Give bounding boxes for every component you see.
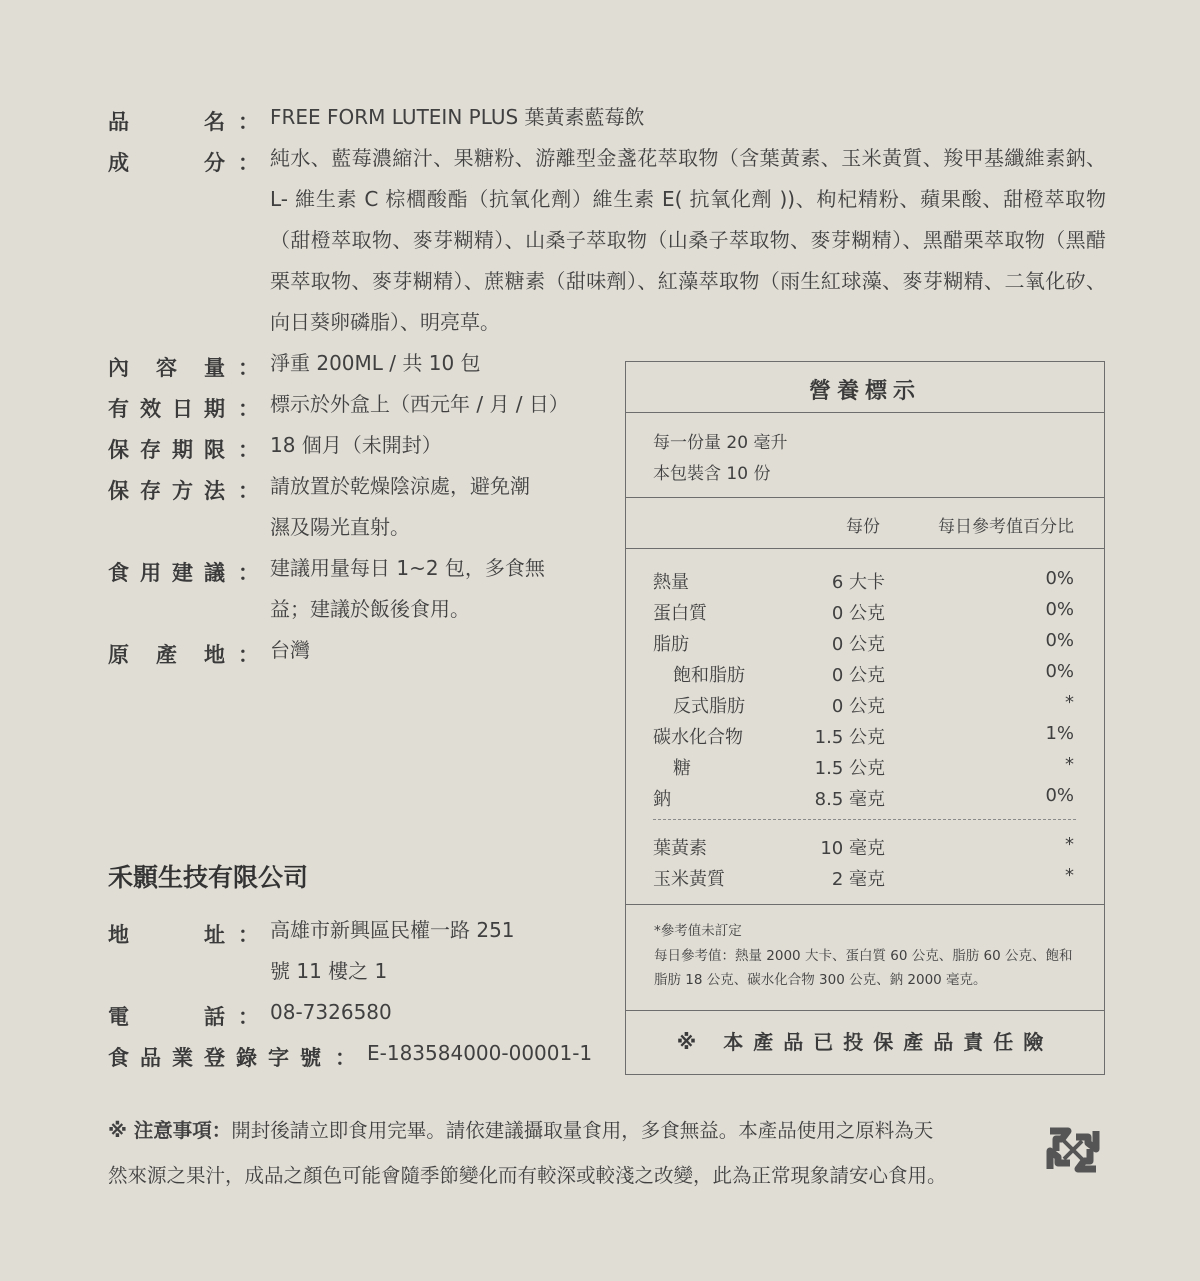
nutrient-row: [626, 599, 1104, 630]
nutrient-name: 碳水化合物: [653, 727, 743, 748]
colon: ：: [238, 397, 259, 421]
nutrient-row: [626, 834, 1104, 865]
nutrient-row: [626, 785, 1104, 816]
storage-line-1: 請放置於乾燥陰涼處，避免潮: [270, 474, 530, 498]
origin-value: 台灣: [270, 638, 310, 662]
nutrient-amount: 8.5 毫克: [814, 789, 885, 810]
divider: [626, 904, 1104, 905]
nutrient-amount: 0 公克: [831, 603, 885, 624]
nutrient-dv: 1%: [1045, 723, 1074, 744]
colon: ：: [238, 356, 259, 380]
notice-text-2: 然來源之果汁，成品之顏色可能會隨季節變化而有較深或較淺之改變，此為正常現象請安心食用。: [108, 1164, 947, 1187]
nutrient-name: 葉黃素: [653, 838, 707, 859]
colon: ：: [335, 1046, 356, 1070]
servings-per-pack: 本包裝含 10 份: [653, 464, 771, 484]
nutrient-name: 蛋白質: [653, 603, 707, 624]
notice-line-1: [108, 1115, 933, 1143]
nutrient-amount: 1.5 公克: [814, 758, 885, 779]
colon: ：: [238, 110, 259, 134]
nutrient-dv: 0%: [1045, 599, 1074, 620]
nutrient-name: 反式脂肪: [673, 696, 745, 717]
nutrition-facts-box: [625, 361, 1105, 1075]
nutrient-dv: 0%: [1045, 661, 1074, 682]
nutrient-name: 玉米黃質: [653, 869, 725, 890]
notice-heading: 注意事項：: [133, 1119, 232, 1142]
serving-size: 每一份量 20 毫升: [653, 433, 788, 453]
phone-value: 08-7326580: [270, 1000, 392, 1024]
nutrient-dv: *: [1065, 692, 1074, 713]
nutrient-dv: 0%: [1045, 785, 1074, 806]
nutrient-dv: *: [1065, 754, 1074, 775]
nutrient-row: [626, 568, 1104, 599]
nutrient-dv: *: [1065, 865, 1074, 886]
address-line-2: 號 11 樓之 1: [270, 959, 388, 983]
colon: ：: [238, 479, 259, 503]
usage-line-2: 益；建議於飯後食用。: [270, 597, 470, 621]
storage-line-2: 濕及陽光直射。: [270, 515, 410, 539]
usage-line-1: 建議用量每日 1~2 包，多食無: [270, 556, 545, 580]
nutrient-row: [626, 630, 1104, 661]
nutrient-name: 脂肪: [653, 634, 689, 655]
content-value: 淨重 200ML / 共 10 包: [270, 351, 481, 375]
shelf-life-value: 18 個月（未開封）: [270, 433, 442, 457]
nutrient-name: 鈉: [653, 789, 671, 810]
nutrient-amount: 0 公克: [831, 634, 885, 655]
footnote-not-established: *參考值未訂定: [654, 923, 742, 939]
nutrient-amount: 6 大卡: [831, 572, 885, 593]
colon: ：: [238, 438, 259, 462]
ingredients-text: 純水、藍莓濃縮汁、果糖粉、游離型金盞花萃取物（含葉黃素、玉米黃質、羧甲基纖維素鈉、L- 維生素 C 棕櫚酸酯（抗氧化劑）維生素 E( 抗氧化劑 ))、枸杞精粉、蘋果酸、甜橙萃取物（甜橙萃取物、麥芽糊精）、山桑子萃取物（山桑子萃取物、麥芽糊精）、黑醋栗萃取物（黑醋栗萃取物、麥芽糊精）、蔗糖素（甜味劑）、紅藻萃取物（雨生紅球藻、麥芽糊精、二氧化矽、向日葵卵磷脂）、明亮草。: [270, 146, 1106, 334]
nutrient-dv: *: [1065, 834, 1074, 855]
insurance-statement: ※ 本產品已投保產品責任險: [676, 1030, 1054, 1054]
nutrient-row: [626, 661, 1104, 692]
nutrient-name: 熱量: [653, 572, 689, 593]
product-name: FREE FORM LUTEIN PLUS 葉黃素藍莓飲: [270, 105, 645, 129]
recycle-icon: [1040, 1117, 1106, 1183]
divider: [626, 1010, 1104, 1011]
colon: ：: [238, 923, 259, 947]
notice-text-1: 開封後請立即食用完畢。請依建議攝取量食用，多食無益。本產品使用之原料為天: [231, 1119, 934, 1142]
divider: [626, 497, 1104, 498]
nutrient-dv: 0%: [1045, 630, 1074, 651]
nutrient-amount: 1.5 公克: [814, 727, 885, 748]
notice-prefix: ※: [108, 1119, 134, 1142]
nutrient-name: 糖: [673, 758, 691, 779]
nutrient-name: 飽和脂肪: [673, 665, 745, 686]
nutrient-amount: 2 毫克: [831, 869, 885, 890]
nutrient-amount: 10 毫克: [820, 838, 885, 859]
address-line-1: 高雄市新興區民權一路 251: [270, 918, 515, 942]
company-name: 禾顥生技有限公司: [108, 863, 309, 892]
expiry-value: 標示於外盒上（西元年 / 月 / 日）: [270, 392, 569, 416]
nutrition-title: 營養標示: [808, 379, 921, 404]
registration-value: E-183584000-00001-1: [367, 1041, 593, 1065]
colon: ：: [238, 561, 259, 585]
nutrient-amount: 0 公克: [831, 665, 885, 686]
nutrient-row: [626, 754, 1104, 785]
nutrient-row: [626, 865, 1104, 896]
dashed-divider: [653, 819, 1076, 820]
nutrient-row: [626, 723, 1104, 754]
divider: [626, 548, 1104, 549]
colon: ：: [238, 1005, 259, 1029]
divider: [626, 412, 1104, 413]
colon: ：: [238, 151, 259, 175]
nutrient-amount: 0 公克: [831, 696, 885, 717]
column-per-serving: 每份: [846, 517, 880, 537]
colon: ：: [238, 643, 259, 667]
column-daily-value: 每日參考值百分比: [938, 517, 1074, 537]
nutrient-dv: 0%: [1045, 568, 1074, 589]
footnote-daily-reference: 每日參考值：熱量 2000 大卡、蛋白質 60 公克、脂肪 60 公克、飽和脂肪 18 公克、碳水化合物 300 公克、鈉 2000 毫克。: [654, 948, 1073, 988]
nutrient-row: [626, 692, 1104, 723]
